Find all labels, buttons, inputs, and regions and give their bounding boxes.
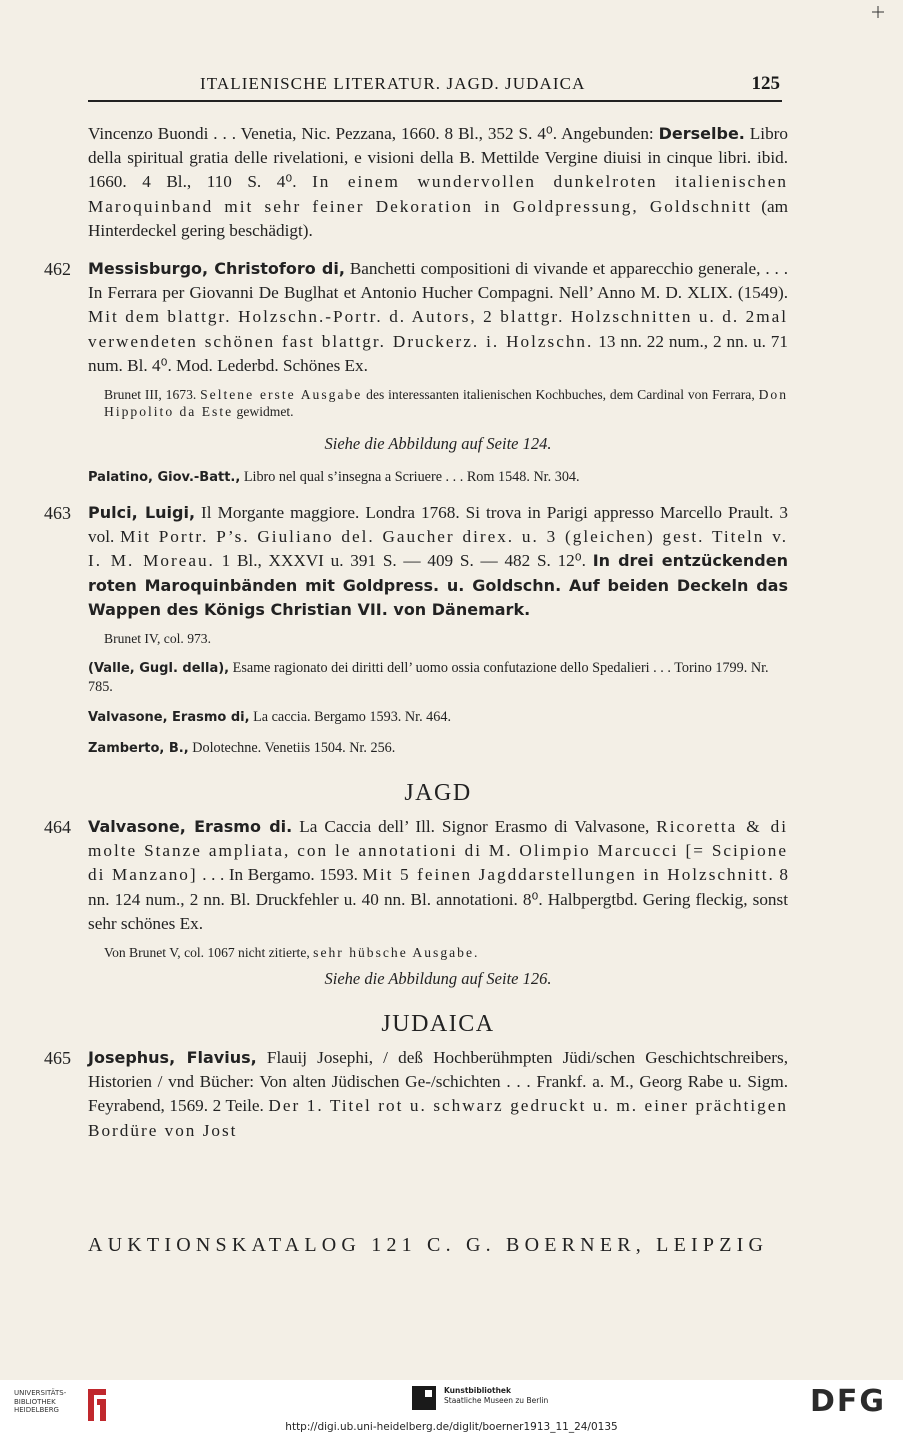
entry-465: 465 Josephus, Flavius, Flauij Josephi, / deß Hochberühmpten Jüdi/schen Geschichtschreibers, Historien / vnd Bücher: Von alten Jüdischen Ge-/schichten . . . Frankf. a. M., Georg Rabe u. Sigm. Feyrabend, 1569. 2 Teile. Der 1. Titel rot u. schwarz gedruckt u. m. einer prächtigen Bordüre von Jost	[44, 1048, 789, 1140]
page-footer: AUKTIONSKATALOG 121 C. G. BOERNER, LEIPZIG	[88, 1234, 769, 1256]
entry-number: 465	[44, 1048, 71, 1069]
section-heading-judaica: JUDAICA	[381, 1011, 495, 1038]
entry-462-note: Brunet III, 1673. Seltene erste Ausgabe des interessanten italienischen Kochbuches, dem Cardinal von Ferrara, Don Hippolito da Este gewidmet.	[104, 387, 788, 420]
xref-palatino: Palatino, Giov.-Batt., Libro nel qual s’insegna a Scriuere . . . Rom 1548. Nr. 304.	[88, 469, 580, 486]
kunstbibliothek-logo[interactable]: Kunstbibliothek Staatliche Museen zu Berlin	[444, 1386, 549, 1405]
page-header	[88, 72, 782, 102]
viewer-footer-bar	[0, 1380, 903, 1439]
xref-zamberto: Zamberto, B., Dolotechne. Venetiis 1504. Nr. 256.	[88, 740, 396, 757]
page-number: 125	[751, 73, 780, 94]
entry-463: 463 Pulci, Luigi, Il Morgante maggiore. Londra 1768. Si trova in Parigi appresso Marcello Prault. 3 vol. Mit Portr. P’s. Giuliano del. Gaucher direx. u. 3 (gleichen) gest. Titeln v. I. M. Moreau. 1 Bl., XXXVI u. 391 S. — 409 S. — 482 S. 12⁰. In drei entzückenden roten Maroquinbänden mit Goldpress. u. Goldschn. Auf beiden Deckeln das Wappen des Königs Christian VII. von Dänemark.	[44, 503, 788, 619]
xref-valvasone: Valvasone, Erasmo di, La caccia. Bergamo 1593. Nr. 464.	[88, 709, 451, 726]
permalink-url[interactable]: http://digi.ub.uni-heidelberg.de/diglit/boerner1913_11_24/0135	[285, 1421, 618, 1433]
kunstbibliothek-icon	[412, 1386, 436, 1410]
ub-heidelberg-mark-icon	[84, 1387, 110, 1423]
entry-463-note: Brunet IV, col. 973.	[104, 631, 211, 647]
corner-crop-mark	[872, 6, 884, 18]
entry-number: 462	[44, 259, 71, 280]
see-illustration-126: Siehe die Abbildung auf Seite 126.	[324, 969, 552, 989]
entry-462: 462 Messisburgo, Christoforo di, Banchetti compositioni di vivande et apparecchio generale, . . . In Ferrara per Giovanni De Buglhat et Antonio Hucher Compagni. Nell’ Anno M. D. XLIX. (1549). Mit dem blattgr. Holzschn.-Portr. d. Autors, 2 blattgr. Holzschnitten u. d. 2mal verwendeten schönen fast blattgr. Druckerz. i. Holzschn. 13 nn. 22 num., 2 nn. u. 71 num. Bl. 4⁰. Mod. Lederbd. Schönes Ex.	[44, 259, 788, 375]
entry-continuation: Vincenzo Buondi . . . Venetia, Nic. Pezzana, 1660. 8 Bl., 352 S. 4⁰. Angebunden: Derselbe. Libro della spiritual gratia delle rivelationi, e visioni della B. Mettilde Vergine diuisi in cinque libri. ibid. 1660. 4 Bl., 110 S. 4⁰. In einem wundervollen dunkelroten italienischen Maroquinband mit sehr feiner Dekoration in Goldpressung, Goldschnitt (am Hinterdeckel gering beschädigt).	[88, 124, 788, 240]
entry-number: 463	[44, 503, 71, 524]
see-illustration-124: Siehe die Abbildung auf Seite 124.	[324, 434, 552, 454]
running-title: ITALIENISCHE LITERATUR. JAGD. JUDAICA	[200, 74, 586, 93]
dfg-logo-text: DFG	[809, 1385, 887, 1415]
xref-valle: (Valle, Gugl. della), Esame ragionato dei diritti dell’ uomo ossia confutazione dello Spedalieri . . . Torino 1799. Nr. 785.	[88, 660, 769, 696]
entry-464-note: Von Brunet V, col. 1067 nicht zitierte, sehr hübsche Ausgabe.	[104, 945, 480, 961]
dfg-logo[interactable]	[800, 1385, 896, 1415]
section-heading-jagd: JAGD	[404, 780, 472, 807]
entry-number: 464	[44, 817, 71, 838]
ub-heidelberg-logo[interactable]: UNIVERSITÄTS- BIBLIOTHEK HEIDELBERG	[14, 1389, 67, 1415]
entry-464: 464 Valvasone, Erasmo di. La Caccia dell’ Ill. Signor Erasmo di Valvasone, Ricoretta & di molte Stanze ampliata, con le annotationi di M. Olimpio Marcucci [= Scipione di Manzano] . . . In Bergamo. 1593. Mit 5 feinen Jagddarstellungen in Holzschnitt. 8 nn. 124 num., 2 nn. Bl. Druckfehler u. 40 nn. Bl. annotationi. 8⁰. Halbpergtbd. Gering fleckig, sonst sehr schönes Ex.	[44, 817, 789, 933]
catalog-body	[44, 122, 789, 1143]
